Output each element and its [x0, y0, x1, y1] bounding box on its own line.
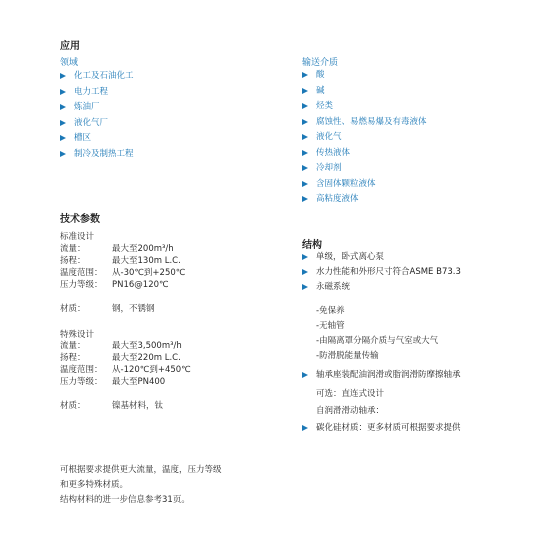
sub-item: -免保养	[316, 306, 345, 316]
list-item: 含固体颗粒液体	[302, 177, 427, 193]
list-item: 烃类	[302, 99, 427, 115]
sub-item: 自润滑滑动轴承：	[316, 406, 385, 416]
triangle-bullet-icon	[302, 181, 308, 187]
bearing-list	[302, 368, 461, 383]
list-item: 轴承座装配油润滑或脂润滑防摩擦轴承	[302, 368, 461, 383]
list-item: 水力性能和外形尺寸符合ASME B73.3	[302, 265, 461, 280]
sub-item: -无轴管	[316, 321, 345, 331]
structure-heading: 结构	[302, 240, 322, 251]
spec-row: 压力等级： 最大至PN400	[60, 377, 166, 387]
sub-item: 可选：直连式设计	[316, 389, 385, 399]
triangle-bullet-icon	[302, 269, 308, 275]
triangle-bullet-icon	[60, 89, 66, 95]
list-item: 槽区	[60, 131, 134, 147]
triangle-bullet-icon	[302, 150, 308, 156]
list-item: 高粘度液体	[302, 192, 427, 208]
spec-row: 温度范围： 从-30℃到+250℃	[60, 268, 186, 278]
spec-row: 扬程： 最大至220m L.C.	[60, 353, 181, 363]
triangle-bullet-icon	[60, 120, 66, 126]
triangle-bullet-icon	[302, 72, 308, 78]
triangle-bullet-icon	[302, 284, 308, 290]
sub-item: -防滑脱能量传输	[316, 351, 379, 361]
standard-title: 标准设计	[60, 232, 95, 242]
triangle-bullet-icon	[60, 104, 66, 110]
triangle-bullet-icon	[302, 119, 308, 125]
triangle-bullet-icon	[302, 254, 308, 260]
spec-row: 温度范围： 从-120℃到+450℃	[60, 365, 191, 375]
list-item: 制冷及制热工程	[60, 147, 134, 163]
triangle-bullet-icon	[302, 372, 308, 378]
list-item: 冷却剂	[302, 161, 427, 177]
list-item: 单级，卧式离心泵	[302, 250, 461, 265]
list-item: 永磁系统	[302, 280, 461, 295]
list-item: 腐蚀性、易燃易爆及有毒液体	[302, 115, 427, 131]
list-item: 传热液体	[302, 146, 427, 162]
spec-row: 流量： 最大至3,500m³/h	[60, 341, 182, 351]
triangle-bullet-icon	[302, 88, 308, 94]
sub-item: -由隔离罩分隔介质与气室或大气	[316, 336, 439, 346]
spec-row: 扬程： 最大至130m L.C.	[60, 256, 181, 266]
triangle-bullet-icon	[302, 103, 308, 109]
footer-line: 和更多特殊材质。	[60, 480, 129, 490]
material-row: 材质： 镍基材料，钛	[60, 401, 164, 411]
list-item: 炼油厂	[60, 100, 134, 116]
list-item: 化工及石油化工	[60, 69, 134, 85]
spec-row: 压力等级： PN16@120℃	[60, 280, 169, 290]
triangle-bullet-icon	[302, 196, 308, 202]
footer-line: 结构材料的进一步信息参考31页。	[60, 495, 190, 505]
special-title: 特殊设计	[60, 330, 95, 340]
triangle-bullet-icon	[302, 425, 308, 431]
list-item: 液化气	[302, 130, 427, 146]
material-list	[302, 421, 461, 436]
application-heading: 应用	[60, 41, 80, 52]
list-item: 碳化硅材质：更多材质可根据要求提供	[302, 421, 461, 436]
triangle-bullet-icon	[60, 151, 66, 157]
field-title: 领域	[60, 58, 79, 68]
tech-heading: 技术参数	[60, 214, 100, 225]
list-item: 液化气厂	[60, 116, 134, 132]
list-item: 酸	[302, 68, 427, 84]
spec-row: 流量： 最大至200m³/h	[60, 244, 174, 254]
triangle-bullet-icon	[60, 135, 66, 141]
structure-list	[302, 250, 461, 295]
footer-line: 可根据要求提供更大流量，温度，压力等级	[60, 465, 222, 475]
media-title: 输送介质	[302, 58, 339, 68]
triangle-bullet-icon	[302, 134, 308, 140]
triangle-bullet-icon	[302, 165, 308, 171]
field-list	[60, 69, 134, 162]
material-row: 材质： 钢，不锈钢	[60, 304, 155, 314]
list-item: 碱	[302, 84, 427, 100]
list-item: 电力工程	[60, 85, 134, 101]
triangle-bullet-icon	[60, 73, 66, 79]
media-list	[302, 68, 427, 208]
